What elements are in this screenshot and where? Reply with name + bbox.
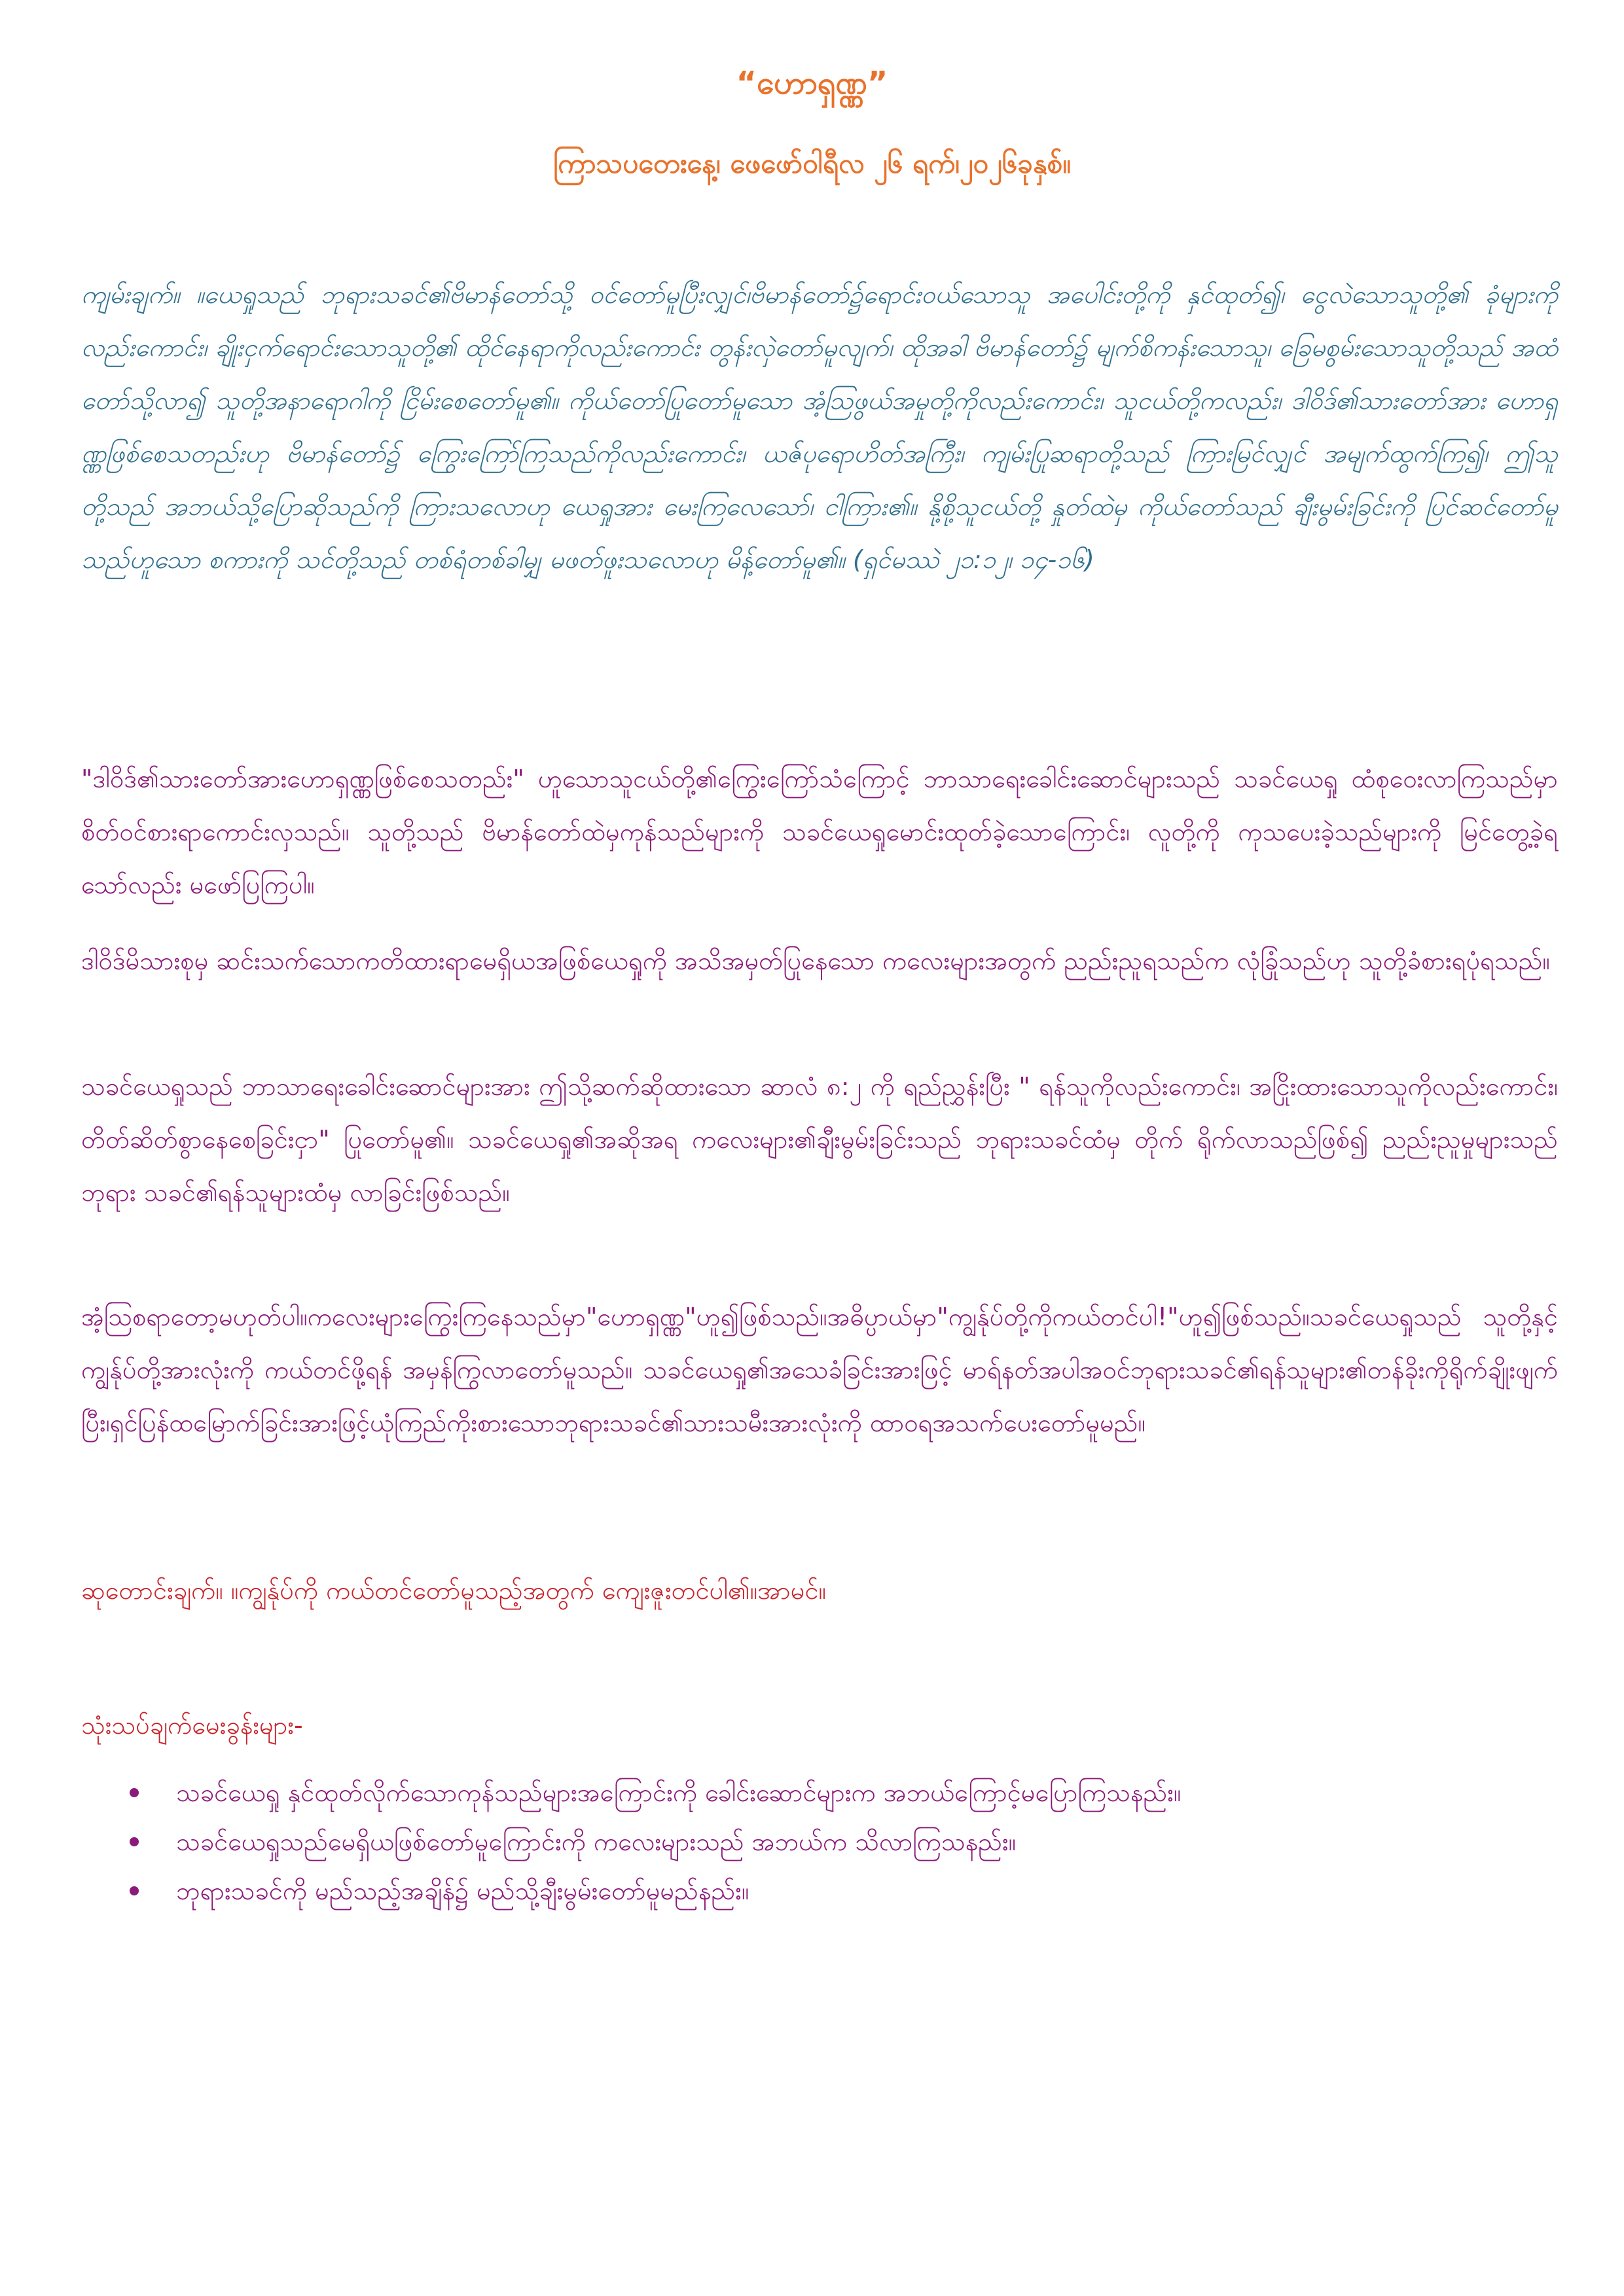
body-paragraph-2: ဒါဝိဒ်မိသားစုမှ ဆင်းသက်သောကတိထားရာမေရှိယအဖြစ်ယေရှုကို အသိအမှတ်ပြုနေသော ကလေးများအတွက် ညည်းညူရသည်က လုံခြုံသည်ဟု သူတို့ခံစားရပုံရသည်။	[81, 946, 1550, 975]
body-paragraph-4: အံ့သြစရာတော့မဟုတ်ပါ။ကလေးများကြွေးကြနေသည်မှာ"ဟောရှဏ္ဏ"ဟူ၍ဖြစ်သည်။အဓိပ္ပာယ်မှာ"ကျွန်ုပ်တို့ကိုကယ်တင်ပါ!"ဟူ၍ဖြစ်သည်။သခင်ယေရှုသည် သူတို့နှင့်ကျွန်ုပ်တို့အားလုံးကို ကယ်တင်ဖို့ရန် အမှန်ကြွလာတော်မူသည်။ သခင်ယေရှု၏အသေခံခြင်းအားဖြင့် မာရ်နတ်အပါအဝင်ဘုရားသခင်၏ရန်သူများ၏တန်ခိုးကိုရိုက်ချိုးဖျက်ပြီး၊ရှင်ပြန်ထမြောက်ခြင်းအားဖြင့်ယုံကြည်ကိုးစားသောဘုရားသခင်၏သားသမီးအားလုံးကို ထာဝရအသက်ပေးတော်မူမည်။	[81, 1302, 1558, 1437]
bullet-icon	[130, 1837, 139, 1846]
question-item	[81, 1867, 1558, 1916]
bullet-icon	[130, 1788, 139, 1797]
page-title: “ဟောရှဏ္ဏ”	[736, 65, 888, 101]
questions-heading: သုံးသပ်ချက်မေးခွန်းများ-	[81, 1711, 303, 1740]
question-item	[81, 1768, 1558, 1818]
bullet-icon	[130, 1886, 139, 1895]
scripture-passage: ကျမ်းချက်။ ။ယေရှုသည် ဘုရားသခင်၏ဗိမာန်တော်သို့ ဝင်တော်မူပြီးလျှင်၊ဗိမာန်တော်၌ရောင်းဝယ်သောသူ အပေါင်းတို့ကို နှင်ထုတ်၍၊ ငွေလဲသောသူတို့၏ ခုံများကိုလည်းကောင်း၊ ချိုးငှက်ရောင်းသောသူတို့၏ ထိုင်နေရာကိုလည်းကောင်း တွန်းလှဲတော်မူလျက်၊ ထိုအခါ ဗိမာန်တော်၌ မျက်စိကန်းသောသူ၊ ခြေမစွမ်းသောသူတို့သည် အထံတော်သို့လာ၍ သူတို့အနာရောဂါကို ငြိမ်းစေတော်မူ၏။ ကိုယ်တော်ပြုတော်မူသော အံ့ဩဖွယ်အမှုတို့ကိုလည်းကောင်း၊ သူငယ်တို့ကလည်း၊ ဒါဝိဒ်၏သားတော်အား ဟောရှဏ္ဏဖြစ်စေသတည်းဟု ဗိမာန်တော်၌ ကြွေးကြော်ကြသည်ကိုလည်းကောင်း၊ ယဇ်ပုရောဟိတ်အကြီး၊ ကျမ်းပြုဆရာတို့သည် ကြားမြင်လျှင် အမျက်ထွက်ကြ၍၊ ဤသူတို့သည် အဘယ်သို့ပြောဆိုသည်ကို ကြားသလောဟု ယေရှုအား မေးကြလေသော်၊ ငါကြား၏။ နို့စို့သူငယ်တို့ နှုတ်ထဲမှ ကိုယ်တော်သည် ချီးမွမ်းခြင်းကို ပြင်ဆင်တော်မူသည်ဟူသော စကားကို သင်တို့သည် တစ်ရံတစ်ခါမျှ မဖတ်ဖူးသလောဟု မိန့်တော်မူ၏။ (ရှင်မဿဲ ၂၁:၁၂၊ ၁၄-၁၆)	[81, 280, 1558, 574]
question-text: သခင်ယေရှုသည်မေရှိယဖြစ်တော်မူကြောင်းကို ကလေးများသည် အဘယ်က သိလာကြသနည်း။	[176, 1827, 1017, 1856]
question-item	[81, 1818, 1558, 1867]
questions-list	[81, 1768, 1558, 1916]
closing-prayer: ဆုတောင်းချက်။ ။ကျွန်ုပ်ကို ကယ်တင်တော်မူသည့်အတွက် ကျေးဇူးတင်ပါ၏။အာမင်။	[81, 1576, 827, 1605]
body-paragraph-1: "ဒါဝိဒ်၏သားတော်အားဟောရှဏ္ဏဖြစ်စေသတည်း" ဟူသောသူငယ်တို့၏ကြွေးကြော်သံကြောင့် ဘာသာရေးခေါင်းဆောင်များသည် သခင်ယေရှု ထံစုဝေးလာကြသည်မှာ စိတ်ဝင်စားရာကောင်းလှသည်။ သူတို့သည် ဗိမာန်တော်ထဲမှကုန်သည်များကို သခင်ယေရှုမောင်းထုတ်ခဲ့သောကြောင်း၊ လူတို့ကို ကုသပေးခဲ့သည်များကို မြင်တွေ့ခဲ့ရသော်လည်း မဖော်ပြကြပါ။	[81, 764, 1558, 899]
question-text: သခင်ယေရှု နှင်ထုတ်လိုက်သောကုန်သည်များအကြောင်းကို ခေါင်းဆောင်များက အဘယ်ကြောင့်မပြောကြသနည်း။	[176, 1778, 1182, 1807]
question-text: ဘုရားသခင်ကို မည်သည့်အချိန်၌ မည်သို့ချီးမွမ်းတော်မူမည်နည်း။	[176, 1876, 749, 1905]
page-date: ကြာသပတေးနေ့၊ ဖေဖော်ဝါရီလ ၂၆ ရက်၊၂၀၂၆ခုနှစ်။	[553, 147, 1071, 179]
body-paragraph-3: သခင်ယေရှုသည် ဘာသာရေးခေါင်းဆောင်များအား ဤသို့ဆက်ဆိုထားသော ဆာလံ ၈:၂ ကို ရည်ညွှန်းပြီး " ရန်သူကိုလည်းကောင်း၊ အငြိုးထားသောသူကိုလည်းကောင်း၊ တိတ်ဆိတ်စွာနေစေခြင်းငှာ" ပြုတော်မူ၏။ သခင်ယေရှု၏အဆိုအရ ကလေးများ၏ချီးမွမ်းခြင်းသည် ဘုရားသခင်ထံမှ တိုက် ရိုက်လာသည်ဖြစ်၍ ညည်းညူမှုများသည် ဘုရား သခင်၏ရန်သူများထံမှ လာခြင်းဖြစ်သည်။	[81, 1072, 1558, 1207]
